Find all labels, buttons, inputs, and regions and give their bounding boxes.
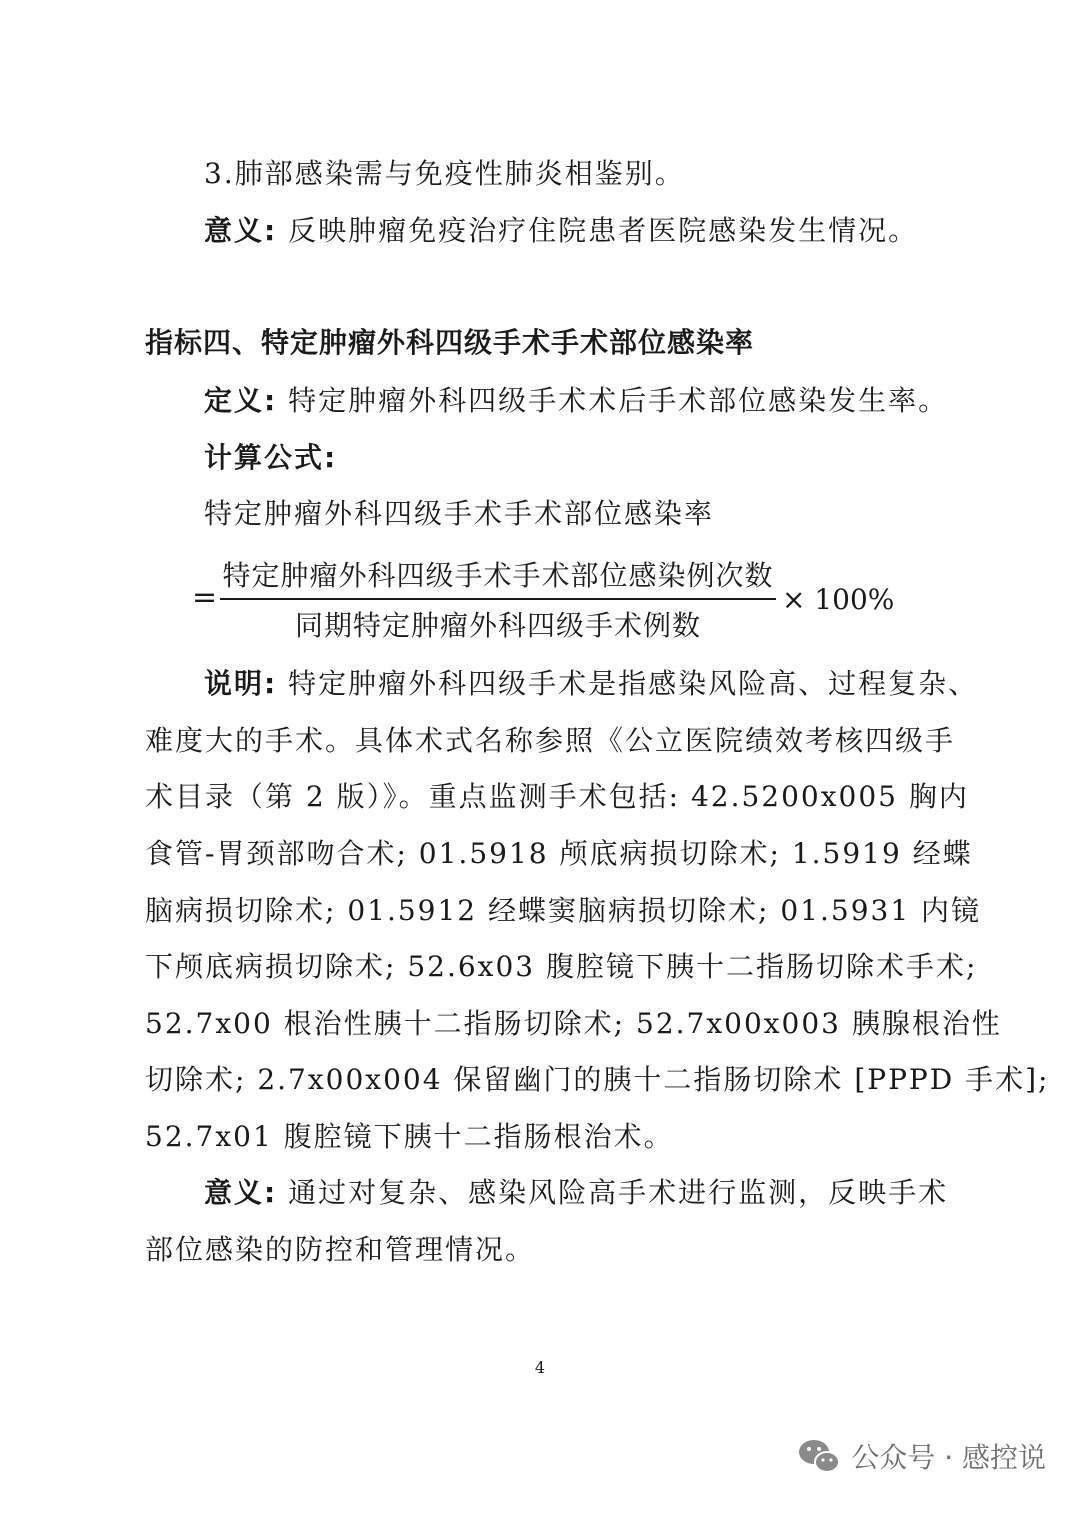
formula-label: 计算公式:	[204, 441, 338, 474]
meaning-2-continuation: 部位感染的防控和管理情况。	[145, 1233, 536, 1266]
explanation-line: 脑病损切除术; 01.5912 经蝶窦脑病损切除术; 01.5931 内镜	[145, 894, 982, 927]
formula-denominator: 同期特定肿瘤外科四级手术例数	[294, 609, 701, 642]
equals-sign: =	[192, 580, 218, 615]
explanation-line: 术目录（第 2 版）》。重点监测手术包括: 42.5200x005 胸内	[145, 780, 969, 813]
formula-fraction	[220, 556, 776, 646]
meaning-2-label: 意义:	[204, 1176, 278, 1209]
explanation-line: 52.7x01 腹腔镜下胰十二指肠根治术。	[145, 1120, 674, 1153]
explanation-line: 切除术; 2.7x00x004 保留幽门的胰十二指肠切除术 [PPPD 手术];	[145, 1063, 1050, 1096]
meaning-label: 意义:	[204, 214, 278, 247]
explanation-line: 52.7x00 根治性胰十二指肠切除术; 52.7x00x003 胰腺根治性	[145, 1007, 1002, 1040]
definition-label: 定义:	[204, 384, 278, 417]
explanation-line: 难度大的手术。具体术式名称参照《公立医院绩效考核四级手	[145, 724, 956, 757]
formula-multiplier: × 100%	[782, 583, 895, 616]
definition-paragraph	[204, 381, 948, 421]
explanation-label: 说明:	[204, 667, 278, 700]
wechat-icon	[797, 1438, 841, 1474]
indicator-4-heading: 指标四、特定肿瘤外科四级手术手术部位感染率	[145, 326, 755, 359]
item-3-text: 3.肺部感染需与免疫性肺炎相鉴别。	[204, 157, 685, 190]
definition-text: 特定肿瘤外科四级手术术后手术部位感染发生率。	[288, 384, 949, 417]
formula-name: 特定肿瘤外科四级手术手术部位感染率	[204, 497, 715, 530]
meaning-text: 反映肿瘤免疫治疗住院患者医院感染发生情况。	[288, 214, 919, 247]
explanation-line: 食管-胃颈部吻合术; 01.5918 颅底病损切除术; 1.5919 经蝶	[145, 837, 973, 870]
explanation-first-line	[204, 664, 978, 704]
explanation-line: 特定肿瘤外科四级手术是指感染风险高、过程复杂、	[288, 667, 979, 700]
formula-block	[192, 556, 895, 646]
meaning-2-text: 通过对复杂、感染风险高手术进行监测，反映手术	[288, 1176, 949, 1209]
fraction-bar	[220, 598, 776, 600]
formula-numerator: 特定肿瘤外科四级手术手术部位感染例次数	[222, 559, 774, 592]
wechat-watermark	[797, 1434, 1046, 1478]
page-number: 4	[534, 1358, 546, 1377]
explanation-line: 下颅底病损切除术; 52.6x03 腹腔镜下胰十二指肠切除术手术;	[145, 950, 978, 983]
meaning-2-paragraph	[204, 1173, 948, 1213]
meaning-paragraph	[204, 211, 918, 251]
watermark-text: 公众号 · 感控说	[851, 1441, 1046, 1474]
